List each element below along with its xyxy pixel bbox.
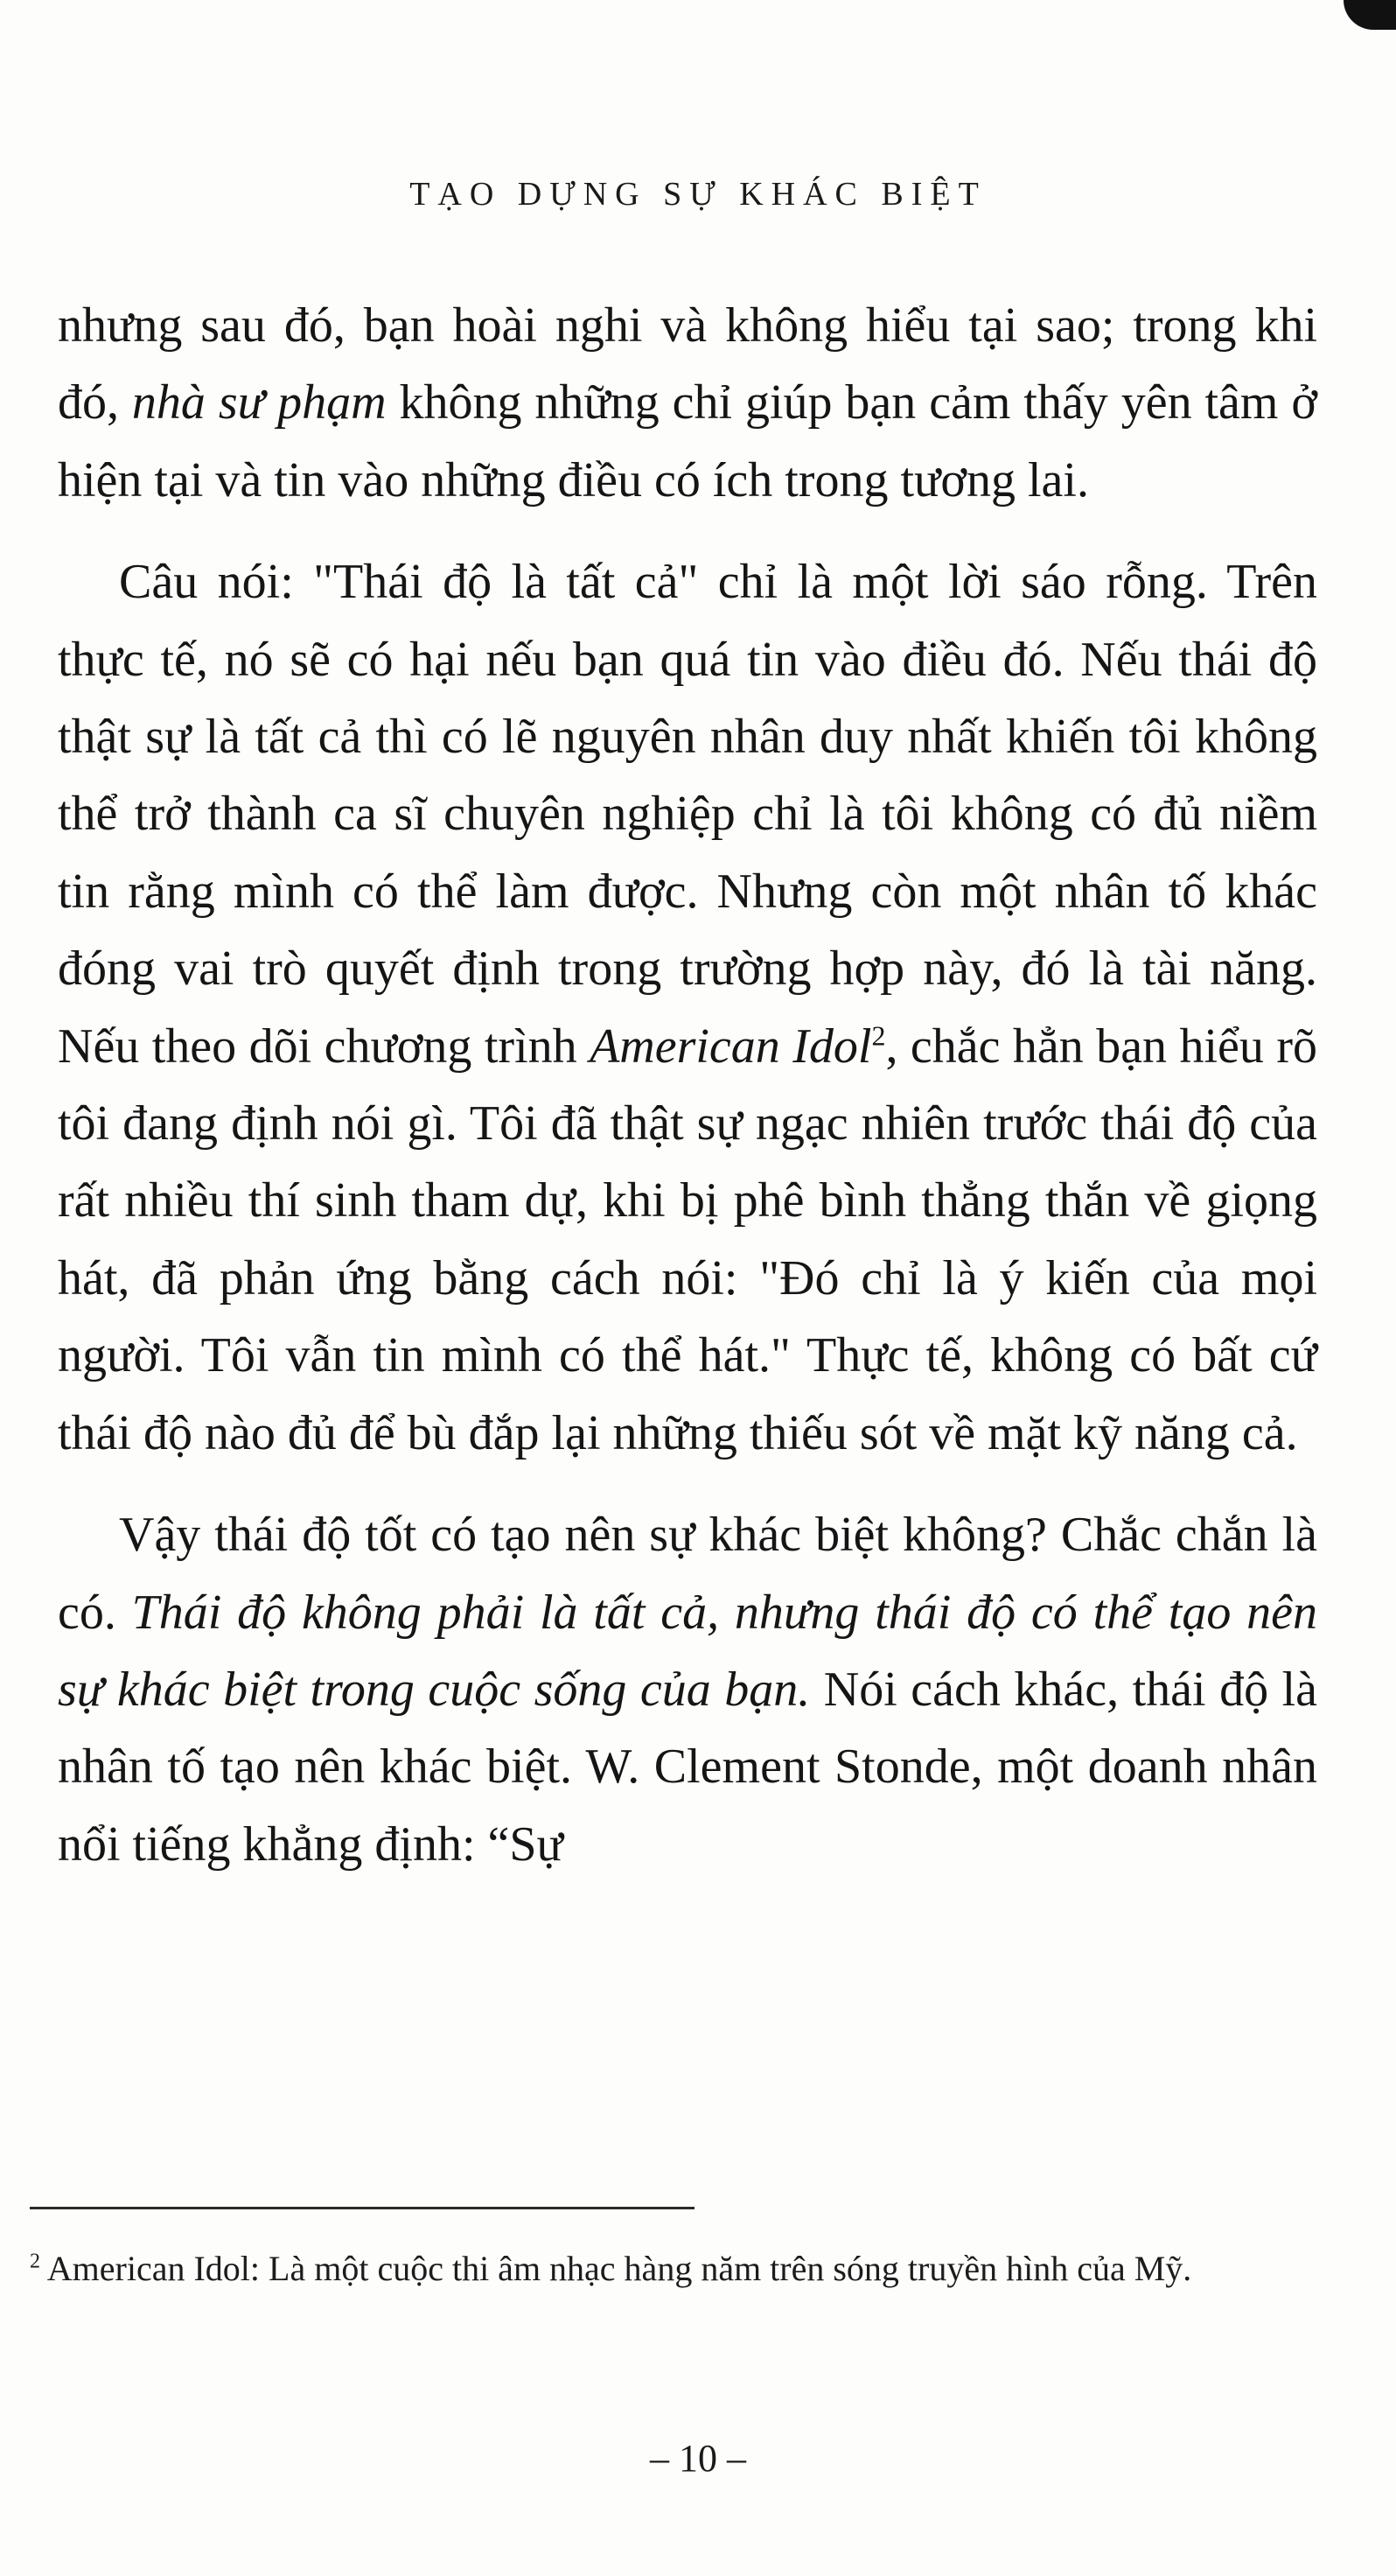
paragraph-2 — [58, 543, 1317, 1472]
paragraph-1-emphasis: nhà sư phạm — [131, 375, 387, 430]
paragraph-2-emphasis: American Idol — [590, 1018, 872, 1074]
footnote-text: American Idol: Là một cuộc thi âm nhạc hàng năm trên sóng truyền hình của Mỹ. — [40, 2249, 1192, 2288]
paragraph-3-text-c: Nói cách khác, thái độ là nhân tố tạo nên khác biệt. W. Clement Stonde, một doanh nhân nổi tiếng khẳng định: “Sự — [58, 1662, 1317, 1872]
paragraph-3-emphasis: Thái độ không phải là tất cả, nhưng thái độ có thể tạo nên sự khác biệt trong cuộc sống của bạn. — [58, 1585, 1317, 1717]
footnote — [30, 2244, 1324, 2294]
footnote-marker: 2 — [30, 2250, 40, 2273]
footnote-reference: 2 — [871, 1019, 886, 1051]
running-header: TẠO DỰNG SỰ KHÁC BIỆT — [409, 176, 987, 213]
paragraph-2-text-a: Câu nói: "Thái độ là tất cả" chỉ là một lời sáo rỗng. Trên thực tế, nó sẽ có hại nếu bạn quá tin vào điều đó. Nếu thái độ thật sự là tất cả thì có lẽ nguyên nhân duy nhất khiến tôi không thể trở thành ca sĩ chuyên nghiệp chỉ là tôi không có đủ niềm tin rằng mình có thể làm được. Nhưng còn một nhân tố khác đóng vai trò quyết định trong trường hợp này, đó là tài năng. Nếu theo dõi chương trình — [58, 555, 1317, 1074]
scan-corner-shadow — [1344, 0, 1396, 30]
paragraph-1-text-c: không những chỉ giúp bạn cảm thấy yên tâm ở hiện tại và tin vào những điều có ích trong tương lai. — [58, 375, 1317, 508]
paragraph-3 — [58, 1496, 1317, 1883]
footnote-divider — [30, 2207, 695, 2209]
paragraph-1-text-a: nhưng sau đó, bạn hoài nghi và không hiểu tại sao; trong khi đó, — [58, 298, 1317, 430]
body-text — [58, 287, 1317, 1908]
paragraph-3-text-a: Vậy thái độ tốt có tạo nên sự khác biệt không? Chắc chắn là có. — [58, 1508, 1317, 1640]
page-number: – 10 – — [650, 2437, 746, 2480]
paragraph-2-text-c: , chắc hẳn bạn hiểu rõ tôi đang định nói gì. Tôi đã thật sự ngạc nhiên trước thái độ của rất nhiều thí sinh tham dự, khi bị phê bình thẳng thắn về giọng hát, đã phản ứng bằng cách nói: "Đó chỉ là ý kiến của mọi người. Tôi vẫn tin mình có thể hát." Thực tế, không có bất cứ thái độ nào đủ để bù đắp lại những thiếu sót về mặt kỹ năng cả. — [58, 1018, 1318, 1460]
paragraph-1 — [58, 287, 1317, 519]
